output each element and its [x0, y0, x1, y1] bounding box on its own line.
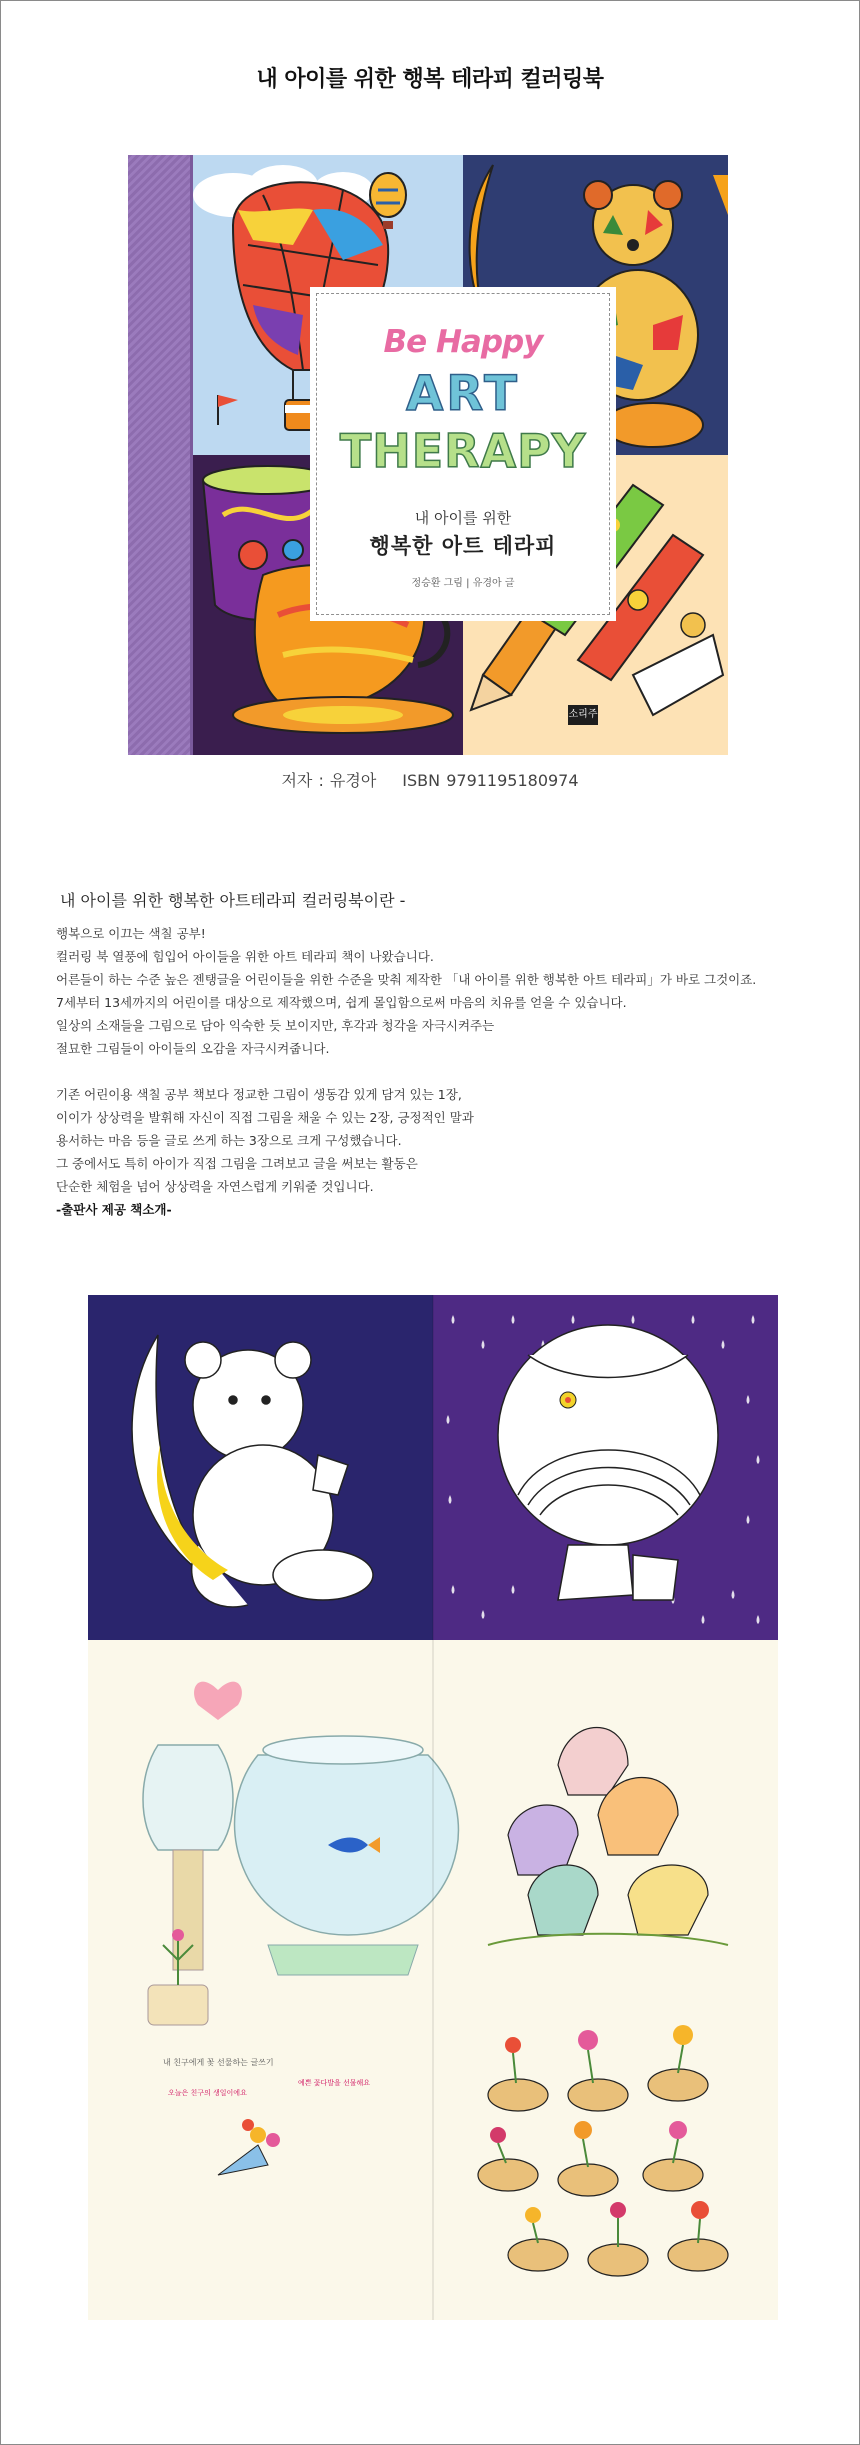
cover-credits: 정승환 그림 | 유경아 글: [411, 578, 515, 589]
bear-coloring-icon: [132, 1335, 373, 1607]
cover-therapy-word: THERAPY: [339, 424, 587, 478]
publisher-logo: 소리주: [568, 705, 598, 725]
bouquet-icon: [218, 2119, 280, 2175]
intro-line: 기존 어린이용 색칠 공부 책보다 정교한 그림이 생동감 있게 담겨 있는 1장,: [56, 1087, 462, 1102]
book-meta: [0, 768, 860, 791]
intro-line: 어른들이 하는 수준 높은 젠탱글을 어린이들을 위한 수준을 맞춰 제작한 「내 아이를 위한 행복한 아트 테라피」가 바로 그것이죠.: [56, 972, 757, 987]
cover-title-panel: [316, 293, 610, 615]
sample-pages: [88, 1295, 778, 2320]
eggs-icon: [488, 1728, 728, 1946]
rainbow-coloring-icon: [498, 1325, 718, 1600]
note-mid: 오늘은 친구의 생일이에요: [168, 2089, 247, 2097]
flower-pots-icon: [478, 2025, 728, 2276]
fishbowl-icon: [143, 1682, 458, 2025]
intro-line: 그 중에서도 특히 아이가 직접 그림을 그려보고 글을 써보는 활동은: [56, 1156, 418, 1171]
cover-spine: [128, 155, 190, 755]
intro-line: 단순한 체험을 넘어 상상력을 자연스럽게 키워줄 것입니다.: [56, 1179, 374, 1194]
flag-icon: [218, 395, 238, 425]
page-title: 내 아이를 위한 행복 테라피 컬러링북: [256, 67, 604, 92]
book-cover: [128, 155, 728, 755]
intro-line: 7세부터 13세까지의 어린이를 대상으로 제작했으며, 쉽게 몰입함으로써 마음의 치유를 얻을 수 있습니다.: [56, 995, 627, 1010]
intro-heading: 내 아이를 위한 행복한 아트테라피 컬러링북이란 -: [60, 891, 406, 910]
note-left: 내 친구에게 꽃 선물하는 글쓰기: [163, 2058, 274, 2067]
intro-line: 용서하는 마음 등을 글로 쓰게 하는 3장으로 크게 구성했습니다.: [56, 1133, 402, 1148]
intro-line: 행복으로 이끄는 색칠 공부!: [56, 926, 206, 941]
intro-line: 이이가 상상력을 발휘해 자신이 직접 그림을 채울 수 있는 2장, 긍정적인 말과: [56, 1110, 474, 1125]
note-right: 예쁜 꽃다발을 선물해요: [298, 2079, 371, 2087]
cover-subtitle-line2: 행복한 아트 테라피: [369, 534, 557, 558]
cover-subtitle-line1: 내 아이를 위한: [414, 509, 512, 527]
page-fold: [432, 1295, 434, 2320]
intro-body: [56, 922, 816, 1221]
isbn-text: ISBN 9791195180974: [402, 771, 579, 790]
intro-credit: -출판사 제공 책소개-: [56, 1202, 172, 1217]
red-sun-center: [565, 1397, 571, 1403]
author-text: 저자 : 유경아: [281, 771, 377, 790]
cover-art-word: ART: [406, 366, 520, 422]
cover-be-happy: Be Happy: [383, 324, 543, 360]
intro-line: 일상의 소재들을 그림으로 담아 익숙한 듯 보이지만, 후각과 청각을 자극시켜주는: [56, 1018, 495, 1033]
intro-blank-line: [56, 1060, 816, 1083]
intro-line: 절묘한 그림들이 아이들의 오감을 자극시켜줍니다.: [56, 1041, 330, 1056]
intro-line: 컬러링 북 열풍에 힘입어 아이들을 위한 아트 테라피 책이 나왔습니다.: [56, 949, 434, 964]
